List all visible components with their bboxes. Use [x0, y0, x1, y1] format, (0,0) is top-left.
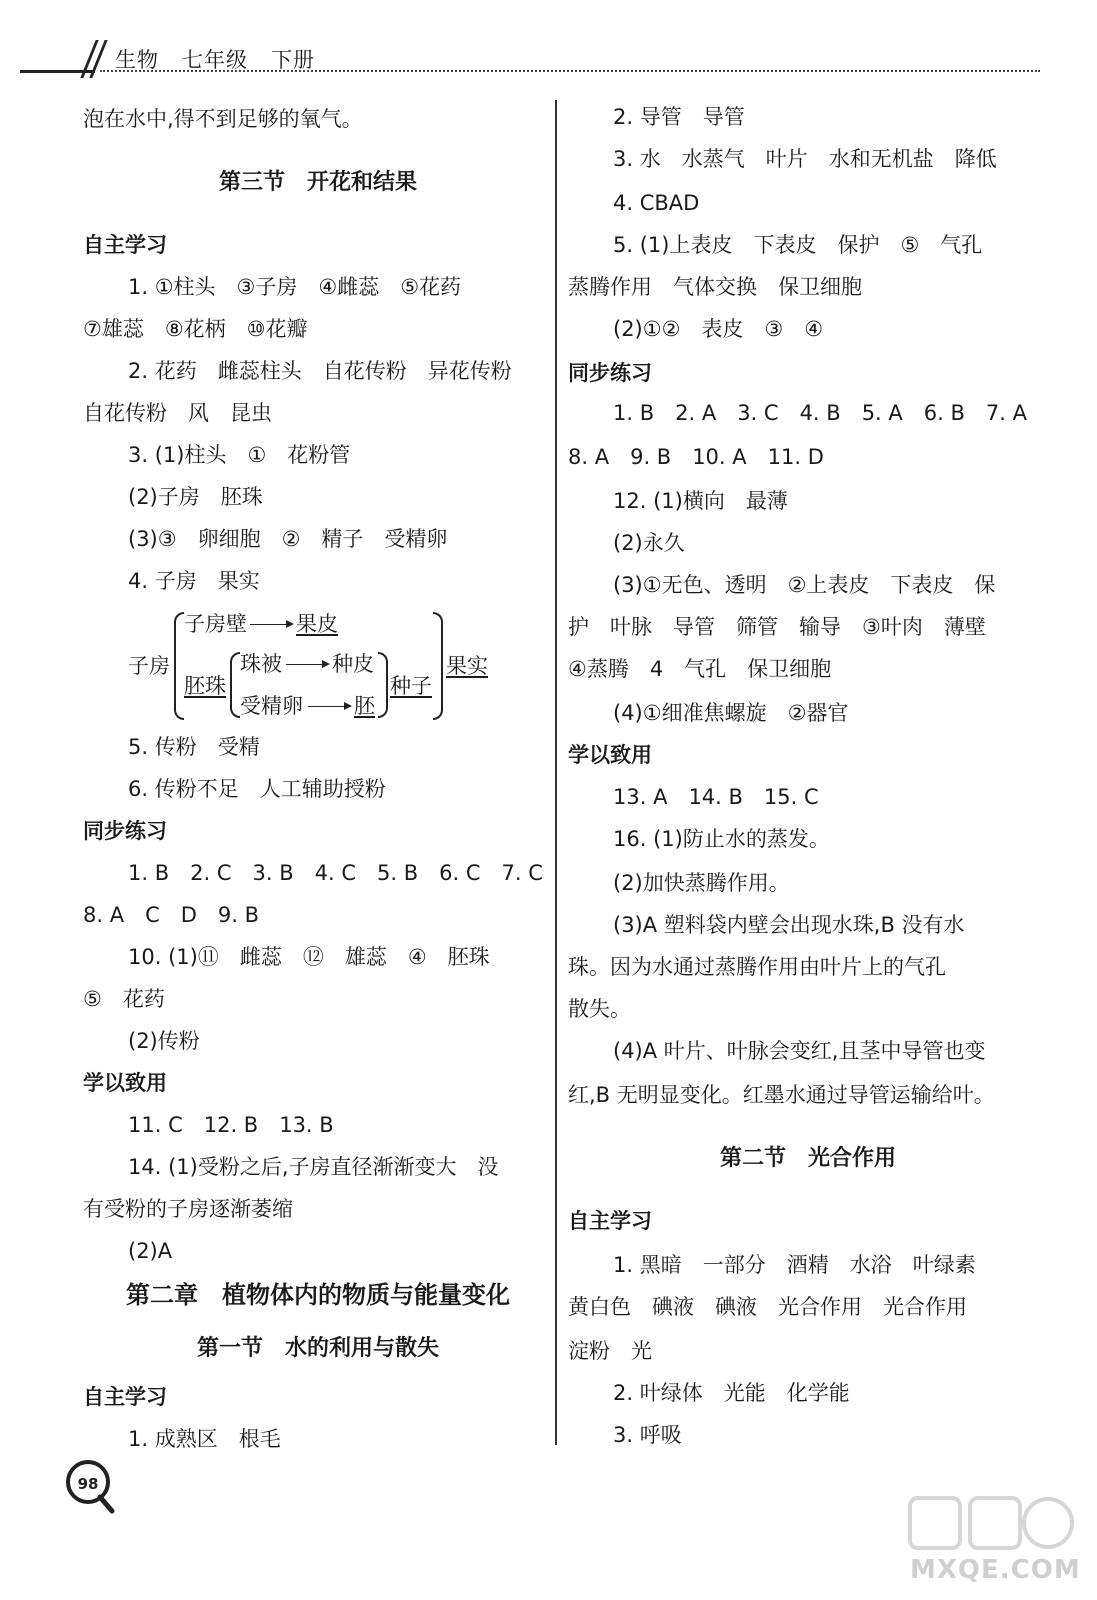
answer-line: 5. 传粉 受精 — [128, 735, 260, 759]
arrow-icon — [286, 664, 328, 665]
diagram-seed: 种子 — [390, 674, 432, 698]
answer-line: (2)子房 胚珠 — [128, 485, 263, 509]
arrow-icon — [250, 624, 292, 625]
subsection-heading: 学以致用 — [568, 743, 652, 767]
diagram-brace-inner — [230, 652, 240, 718]
answer-line: 5. (1)上表皮 下表皮 保护 ⑤ 气孔 — [613, 233, 983, 257]
answer-line: ⑤ 花药 — [83, 987, 165, 1011]
answer-line: ⑦雄蕊 ⑧花柄 ⑩花瓣 — [83, 317, 308, 341]
answer-line: 4. 子房 果实 — [128, 569, 260, 593]
answer-line: 1. B 2. A 3. C 4. B 5. A 6. B 7. A — [613, 401, 1027, 425]
answer-line: 2. 叶绿体 光能 化学能 — [613, 1381, 850, 1405]
page-header — [0, 0, 1097, 80]
watermark — [840, 1490, 1080, 1595]
answer-line: (2)永久 — [613, 531, 685, 555]
answer-line: (4)A 叶片、叶脉会变红,且茎中导管也变 — [613, 1039, 986, 1063]
ovary-development-diagram — [128, 604, 528, 724]
answer-line: (3)A 塑料袋内壁会出现水珠,B 没有水 — [613, 913, 965, 937]
arrow-icon — [308, 706, 350, 707]
answer-line: 16. (1)防止水的蒸发。 — [613, 827, 830, 851]
answer-line: 3. 呼吸 — [613, 1423, 682, 1447]
diagram-zygote: 受精卵 — [240, 694, 303, 718]
diagram-brace-inner-right — [378, 652, 388, 718]
subsection-heading: 自主学习 — [83, 1385, 167, 1409]
answer-line: 1. 成熟区 根毛 — [128, 1427, 281, 1451]
answer-line: 10. (1)⑪ 雌蕊 ⑫ 雄蕊 ④ 胚珠 — [128, 945, 490, 969]
answer-line: 6. 传粉不足 人工辅助授粉 — [128, 777, 386, 801]
answer-line: 散失。 — [568, 997, 631, 1021]
header-title — [115, 44, 315, 74]
header-volume: 下册 — [271, 48, 316, 72]
diagram-embryo: 胚 — [354, 694, 375, 718]
answer-line: 2. 导管 导管 — [613, 105, 745, 129]
section-title: 第三节 开花和结果 — [218, 170, 417, 195]
diagram-ovary: 子房 — [128, 654, 170, 678]
answer-line: (2)加快蒸腾作用。 — [613, 871, 790, 895]
header-grade: 七年级 — [182, 48, 249, 72]
diagram-seed-coat: 种皮 — [332, 652, 374, 676]
answer-line: 2. 花药 雌蕊柱头 自花传粉 异花传粉 — [128, 359, 512, 383]
answer-line: 13. A 14. B 15. C — [613, 785, 819, 809]
answer-line: 8. A C D 9. B — [83, 903, 260, 927]
diagram-ovule: 胚珠 — [184, 674, 226, 698]
answer-line: 自花传粉 风 昆虫 — [83, 401, 272, 425]
answer-line: (2)传粉 — [128, 1029, 200, 1053]
section-title: 第一节 水的利用与散失 — [196, 1336, 439, 1361]
watermark-text: MXQE.COM — [910, 1555, 1081, 1585]
answer-line: (2)A — [128, 1239, 173, 1263]
answer-line: 8. A 9. B 10. A 11. D — [568, 445, 824, 469]
answer-line: 4. CBAD — [613, 191, 700, 215]
answer-line: 珠。因为水通过蒸腾作用由叶片上的气孔 — [568, 955, 946, 979]
answer-line: 3. 水 水蒸气 叶片 水和无机盐 降低 — [613, 147, 997, 171]
header-subject: 生物 — [115, 48, 159, 72]
page-number: 98 — [77, 1475, 99, 1493]
answer-line: 淀粉 光 — [568, 1339, 652, 1363]
answer-line: ④蒸腾 4 气孔 保卫细胞 — [568, 657, 832, 681]
answer-line: 黄白色 碘液 碘液 光合作用 光合作用 — [568, 1295, 967, 1319]
diagram-fruit: 果实 — [446, 654, 488, 678]
subsection-heading: 自主学习 — [83, 233, 167, 257]
diagram-brace-right — [433, 612, 443, 720]
diagram-brace-left — [174, 612, 184, 720]
subsection-heading: 同步练习 — [568, 361, 652, 385]
subsection-heading: 自主学习 — [568, 1209, 652, 1233]
section-title: 第二节 光合作用 — [719, 1146, 896, 1171]
answer-line: 11. C 12. B 13. B — [128, 1113, 334, 1137]
answer-line: (2)①② 表皮 ③ ④ — [613, 317, 824, 341]
answer-line: 红,B 无明显变化。红墨水通过导管运输给叶。 — [568, 1083, 995, 1107]
answer-line: 14. (1)受粉之后,子房直径渐渐变大 没 — [128, 1155, 499, 1179]
diagram-ovary-wall: 子房壁 — [184, 612, 247, 636]
subsection-heading: 同步练习 — [83, 819, 167, 843]
answer-line: 3. (1)柱头 ① 花粉管 — [128, 443, 351, 467]
answer-line: 1. ①柱头 ③子房 ④雌蕊 ⑤花药 — [128, 275, 462, 299]
answer-line: 护 叶脉 导管 筛管 输导 ③叶肉 薄壁 — [568, 615, 986, 639]
diagram-pericarp: 果皮 — [296, 612, 338, 636]
column-divider — [555, 100, 557, 1445]
page-number-badge — [58, 1455, 118, 1515]
answer-line: 1. 黑暗 一部分 酒精 水浴 叶绿素 — [613, 1253, 976, 1277]
subsection-heading: 学以致用 — [83, 1071, 167, 1095]
chapter-title: 第二章 植物体内的物质与能量变化 — [126, 1281, 510, 1309]
answer-line: (4)①细准焦螺旋 ②器官 — [613, 701, 849, 725]
answer-line: 1. B 2. C 3. B 4. C 5. B 6. C 7. C — [128, 861, 543, 885]
text-line: 泡在水中,得不到足够的氧气。 — [83, 107, 363, 131]
answer-line: 有受粉的子房逐渐萎缩 — [83, 1197, 293, 1221]
answer-line: (3)①无色、透明 ②上表皮 下表皮 保 — [613, 573, 996, 597]
answer-line: 12. (1)横向 最薄 — [613, 489, 788, 513]
answer-line: (3)③ 卵细胞 ② 精子 受精卵 — [128, 527, 448, 551]
diagram-integument: 珠被 — [240, 652, 282, 676]
watermark-logo-icon — [840, 1490, 1080, 1560]
answer-line: 蒸腾作用 气体交换 保卫细胞 — [568, 275, 862, 299]
